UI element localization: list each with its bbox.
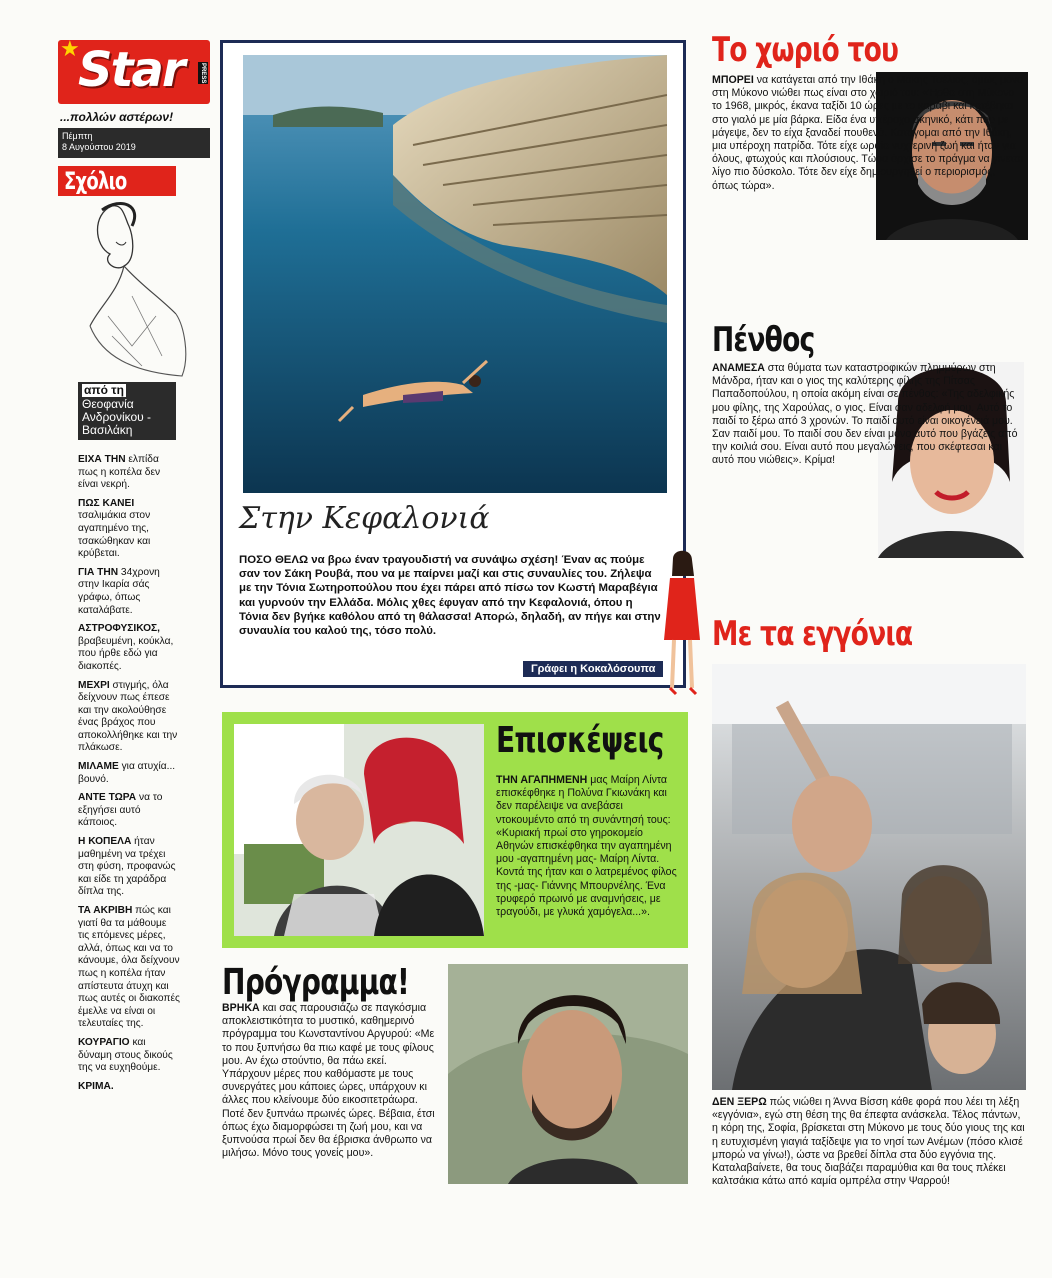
comment-paragraph bbox=[78, 498, 180, 561]
caricature-sketch bbox=[72, 196, 202, 386]
byline-name: Θεοφανία Ανδρονίκου - Βασιλάκη bbox=[82, 397, 152, 437]
comment-paragraph-lead: ΓΙΑ ΤΗΝ bbox=[78, 566, 119, 578]
grandchildren-heading: Με τα εγγόνια bbox=[712, 614, 913, 654]
program-text bbox=[222, 1002, 436, 1160]
comment-column bbox=[78, 454, 180, 1099]
comment-paragraph bbox=[78, 1037, 180, 1075]
grief-heading: Πένθος bbox=[712, 320, 815, 360]
logo-text: Star bbox=[78, 42, 184, 98]
comment-paragraph bbox=[78, 1081, 180, 1094]
comment-paragraph-lead: ΑΝΤΕ ΤΩΡΑ bbox=[78, 792, 137, 804]
comment-paragraph-lead: ΚΡΙΜΑ. bbox=[78, 1080, 114, 1092]
comment-paragraph bbox=[78, 623, 180, 673]
date-box bbox=[58, 128, 210, 158]
anna-vissi-family-photo bbox=[712, 664, 1026, 1090]
visits-photo bbox=[234, 724, 484, 936]
village-heading: Το χωριό του bbox=[712, 30, 899, 70]
comment-heading: Σχόλιο bbox=[64, 167, 127, 195]
sea-photo bbox=[243, 55, 667, 493]
village-body: να κατάγεται από την Ιθάκη ο Μάκης Τσέλιος, όμως μόνο στη Μύκονο νιώθει πως είναι στο χωριό του: «Ήρθα στη Μύκονο το 1968, μικρός, έκανα ταξίδι 10 ώρες με το καράβι και κατέβηκα στο γιαλό με μία βάρκα. Είδα ένα υπέροχο σκηνικό, κάτι που με μάγεψε, δεν το είχα ξαναδεί πουθενά. Κατάγομαι από την Ιθάκη, μια υπέροχη πατρίδα. Τότε είχε ωραία νυχτερινή ζωή και ήταν για όλους, φτωχούς και πλούσιους. Τώρα άρχισε το πράγμα να γίνεται λίγο πιο δύσκολο. Τότε δεν είχε δημιουργηθεί ο περιορισμός, όπως τώρα». bbox=[712, 74, 1024, 192]
feature-script-title: Στην Κεφαλονιά bbox=[239, 501, 490, 536]
star-logo-icon: ★ bbox=[60, 40, 80, 61]
visits-lead: ΤΗΝ ΑΓΑΠΗΜΕΝΗ bbox=[496, 774, 588, 786]
village-text bbox=[712, 74, 1024, 193]
village-lead: ΜΠΟΡΕΙ bbox=[712, 74, 754, 86]
feature-box bbox=[220, 40, 686, 688]
comment-paragraph-text: στιγμής, όλα δείχνουν πως έπεσε και την ακολούθησε ένας βράχος που αποκολλήθηκε και την πλάκωσε. bbox=[78, 679, 178, 754]
comment-paragraph-text: τσαλιμάκια στον αγαπημένο της, τσακώθηκαν και κρύβεται. bbox=[78, 510, 151, 560]
comment-paragraph-lead: ΑΣΤΡΟΦΥΣΙΚΟΣ, bbox=[78, 623, 160, 635]
program-body: και σας παρουσιάζω σε παγκόσμια αποκλειστικότητα το μυστικό, καθημερινό πρόγραμμα του Κωνσταντίνου Αργυρού: «Με το που ξυπνήσω θα πιω καφέ με τους φίλους μου. Αν έχω στούντιο, θα πάω εκεί. Υπάρχουν μέρες που καθόμαστε με τους συνεργάτες μου κάποιες ώρες, υπάρχουν κι άλλες που κλείνουμε δύο εικοσιτετράωρα. Ποτέ δεν ξυπνάω πρωινές ώρες. Βέβαια, έτσι όπως έχω διαμορφώσει τη ζωή μου, και να ξυπνούσα πρωί δεν θα έβρισκα άνθρωπο να μιλήσω. Μόνο τους γονείς μου». bbox=[222, 1002, 435, 1160]
comment-paragraph-text: για ατυχία... βουνό. bbox=[78, 761, 176, 785]
comment-paragraph-lead: ΜΙΛΑΜΕ bbox=[78, 761, 119, 773]
comment-paragraph bbox=[78, 680, 180, 756]
grief-lead: ΑΝΑΜΕΣΑ bbox=[712, 362, 765, 374]
comment-heading-box bbox=[58, 166, 176, 196]
comment-paragraph bbox=[78, 454, 180, 492]
comment-paragraph-text: πώς και γιατί θα τα μάθουμε τις επόμενες μέρες, αλλά, όπως και να το κάνουμε, όλα δείχνουν πως η κοπέλα ήταν απίστευτα άτυχη και πως αυτές οι διακοπές έμελλε να είναι οι τελευταίες της. bbox=[78, 905, 180, 1030]
comment-paragraph-text: και δύναμη στους δικούς της να ευχηθούμε. bbox=[78, 1036, 173, 1074]
comment-paragraph-text: βραβευμένη, κούκλα, που ήρθε εδώ για διακοπές. bbox=[78, 635, 174, 672]
visits-box bbox=[222, 712, 688, 948]
comment-paragraph bbox=[78, 836, 180, 899]
comment-paragraph-text: 34χρονη στην Ικαρία σάς γράφω, όπως καταλάβατε. bbox=[78, 566, 160, 616]
comment-paragraph bbox=[78, 761, 180, 786]
comment-paragraph bbox=[78, 567, 180, 617]
comment-paragraph-lead: ΕΙΧΑ ΤΗΝ bbox=[78, 454, 126, 465]
comment-paragraph bbox=[78, 792, 180, 830]
feature-author: Γράφει η Κοκαλόσουπα bbox=[523, 661, 663, 677]
feature-text: ΠΟΣΟ ΘΕΛΩ να βρω έναν τραγουδιστή να συνάψω σχέση! Έναν ας πούμε σαν τον Σάκη Ρουβά, που να με παίρνει μαζί και στις συναυλίες του. Ζήλεψα με την Τόνια Σωτηροπούλου που έχει πάρει από πίσω τον Κωστή Μαραβέγια και γυρνούν την Ελλάδα. Μόλις χθες έφυγαν από την Κεφαλονιά, όπου η Τόνια δεν βγήκε καθόλου από τη θάλασσα! Απορώ, δηλαδή, αν πήγε και στην συναυλία του καλού της, τόσο πολύ. bbox=[239, 554, 661, 638]
comment-paragraph-lead: ΜΕΧΡΙ bbox=[78, 679, 110, 691]
comment-paragraph-lead: ΤΑ ΑΚΡΙΒΗ bbox=[78, 905, 133, 916]
comment-paragraph-text: να το εξηγήσει αυτό κάποιος. bbox=[78, 792, 163, 829]
grandchildren-body: πώς νιώθει η Άννα Βίσση κάθε φορά που λέει τη λέξη «εγγόνια», εγώ στη θέση της θα έπεφτα ανάσκελα. Τέλος πάντων, η κόρη της, Σοφία, βρίσκεται στη Μύκονο με τους δύο γιους της και η ευτυχισμένη γιαγιά ταξίδεψε για το νησί των Ανέμων (πόσο κλισέ μπορώ να γίνω!), ώστε να βρεθεί δίπλα στα δύο εγγόνια της. Καταλαβαίνετε, θα τους διαβάζει παραμύθια και θα τους πλέκει καλτσάκια κάτω από καμία ομπρέλα στην Ψαρρού! bbox=[712, 1096, 1025, 1188]
tagline: ...πολλών αστέρων! bbox=[60, 110, 174, 124]
comment-paragraph bbox=[78, 905, 180, 1031]
grief-body: στα θύματα των καταστροφικών πλημμύρων στη Μάνδρα, ήταν και ο γιος της καλύτερης φίλης της Πίτσας Παπαδοπούλου, η οποία ακόμη είναι σε πένθος: «Της αδελφικής μου φίλης, της Χαρούλας, ο γιος. Είναι σαν αδελφή μου. Αυτό το παιδί το ξέρω από 3 χρονών. Το παιδί αυτό είναι οικογένειά μου. Σαν παιδί μου. Το παιδί σου δεν είναι μόνο αυτό που βγάζεις από την κοιλιά σου. Είναι αυτό που μεγαλώνεις, που σκέφτεσαι και αυτό που νιώθεις». Κρίμα! bbox=[712, 362, 1018, 467]
byline-box bbox=[78, 382, 176, 440]
program-heading: Πρόγραμμα! bbox=[222, 962, 410, 1003]
cartoon-woman bbox=[660, 548, 704, 696]
grandchildren-lead: ΔΕΝ ΞΕΡΩ bbox=[712, 1096, 767, 1108]
logo-badge: PRESS bbox=[200, 63, 206, 84]
comment-paragraph-lead: ΚΟΥΡΑΓΙΟ bbox=[78, 1036, 130, 1048]
byline-prefix: από τη bbox=[84, 383, 124, 397]
comment-paragraph-text: ελπίδα πως η κοπέλα δεν είναι νεκρή. bbox=[78, 454, 161, 491]
grief-text bbox=[712, 362, 1024, 468]
star-logo bbox=[58, 40, 210, 104]
comment-paragraph-lead: Η ΚΟΠΕΛΑ bbox=[78, 836, 132, 848]
comment-paragraph-lead: ΠΩΣ ΚΑΝΕΙ bbox=[78, 497, 135, 509]
grandchildren-text bbox=[712, 1096, 1026, 1188]
comment-paragraph-text: ήταν μαθημένη να τρέχει στη φύση, προφανώς και είδε τη χαράδρα δίπλα της. bbox=[78, 836, 176, 898]
day: Πέμπτη bbox=[62, 131, 93, 141]
konstantinos-argyros-photo bbox=[448, 964, 688, 1184]
visits-text bbox=[496, 774, 680, 919]
date: 8 Αυγούστου 2019 bbox=[62, 142, 136, 152]
visits-heading: Επισκέψεις bbox=[496, 720, 664, 761]
program-lead: ΒΡΗΚΑ bbox=[222, 1002, 260, 1014]
visits-body: μας Μαίρη Λίντα επισκέφθηκε η Πολύνα Γκιωνάκη και δεν παρέλειψε να ανεβάσει ντοκουμέντο από τη συνάντησή τους: «Κυριακή πρωί στο γηροκομείο Αθηνών επισκέφθηκα την αγαπημένη μου -αγαπημένη μας- Μαίρη Λίντα. Κοντά της ήταν και ο λατρεμένος φίλος της -μας- Γιάννης Μπουρνέλης. Ένα τρυφερό πρωινό με αναμνήσεις, με τραγούδι, με γλυκά χαμόγελα...». bbox=[496, 774, 677, 919]
